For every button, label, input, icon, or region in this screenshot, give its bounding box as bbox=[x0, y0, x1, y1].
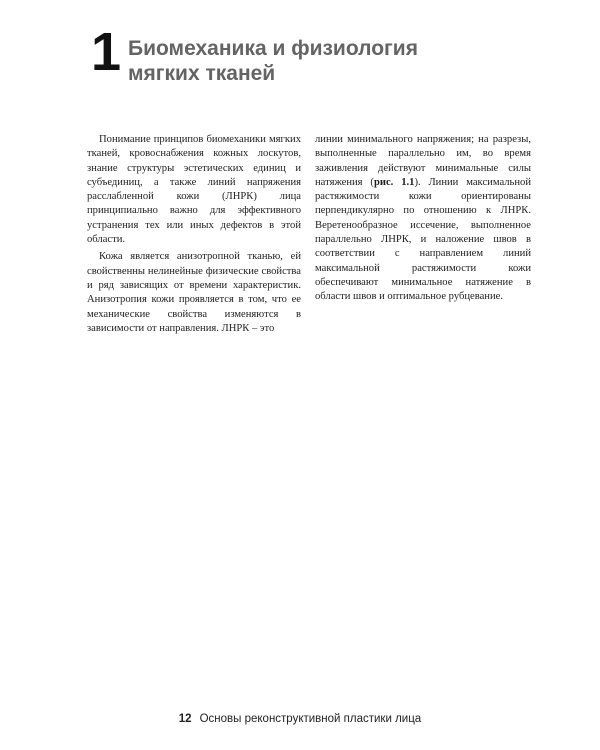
book-title: Основы реконструктивной пластики лица bbox=[199, 713, 422, 725]
paragraph bbox=[315, 133, 531, 305]
chapter-title-line-2: мягких тканей bbox=[128, 62, 276, 85]
paragraph-text-start: линии минимального напряжения; на разрезы, выполненные параллельно им, во время заживления действуют минимальные силы натяжения ( bbox=[315, 134, 531, 188]
chapter-number: 1 bbox=[91, 22, 121, 82]
figure-reference: рис. 1.1 bbox=[373, 176, 415, 188]
left-text-column bbox=[87, 133, 301, 336]
page-number: 12 bbox=[178, 713, 192, 725]
page-footer bbox=[0, 713, 600, 725]
paragraph: Понимание принципов биомеханики мягких тканей, кровоснабжения кожных лоскутов, знание структуры эстетических единиц и субъединиц, а также линий напряжения расслабленной кожи (ЛНРК) лица принципиально важно для эффективного устранения тех или иных дефектов в этой области. bbox=[87, 134, 301, 246]
right-text-column bbox=[315, 133, 531, 305]
paragraph: Кожа является анизотропной тканью, ей свойственны нелинейные физические свойства и ряд зависящих от времени характеристик. Анизотропия кожи проявляется в том, что ее механические свойства изменяются в зависимости от направления. ЛНРК – это bbox=[87, 251, 301, 334]
chapter-title bbox=[128, 36, 428, 86]
paragraph-text-end: ). Линии максимальной растяжимости кожи ориентированы перпендикулярно по отношению к ЛНРК. Веретенообразное иссечение, выполненное параллельно ЛНРК, и наложение швов в соответствии с направлением линий максимальной растяжимости кожи обеспечивают минимальное натяжение в области швов и оптимальное рубцевание. bbox=[315, 176, 531, 303]
chapter-title-line-1: Биомеханика и физиология bbox=[128, 37, 418, 60]
